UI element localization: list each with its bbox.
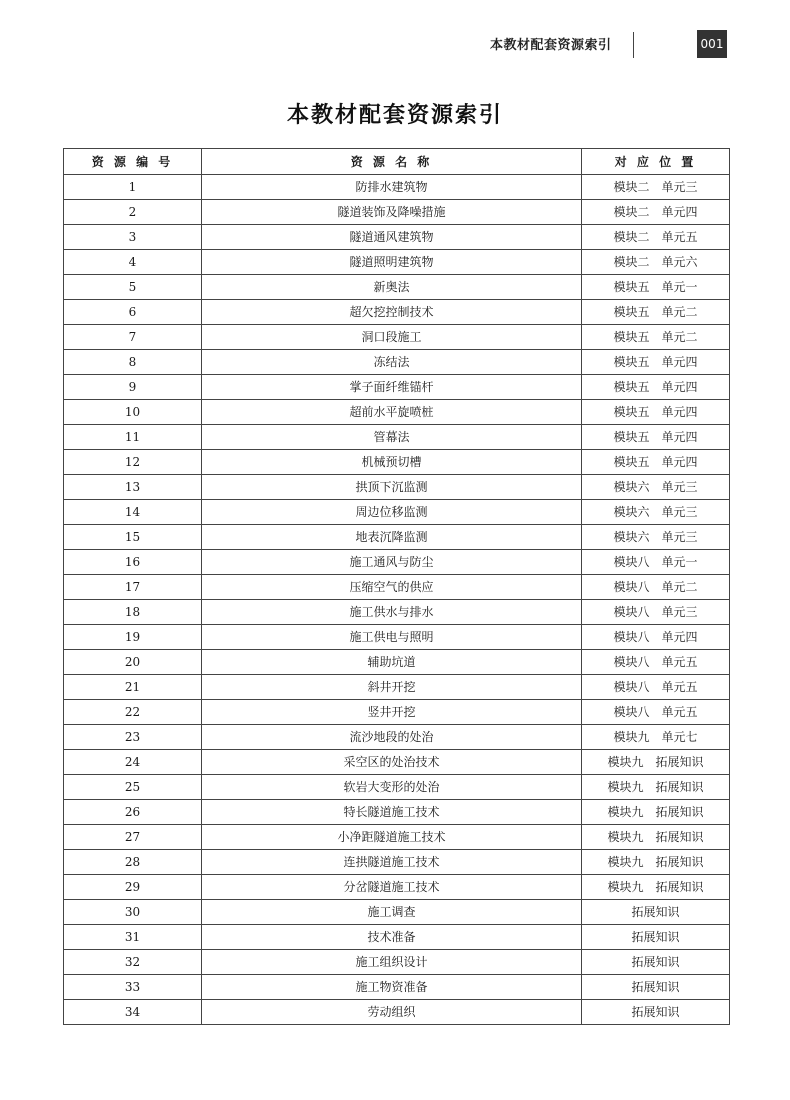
resource-number-cell: 18 [64, 600, 202, 625]
unit-label: 单元一 [661, 555, 698, 569]
location-cell [582, 850, 730, 875]
unit-label: 拓展知识 [631, 930, 680, 944]
resource-name-cell: 洞口段施工 [202, 325, 582, 350]
unit-label: 拓展知识 [655, 780, 704, 794]
resource-name-cell: 施工物资准备 [202, 975, 582, 1000]
unit-label: 单元一 [661, 280, 698, 294]
header-location: 对 应 位 置 [582, 149, 730, 175]
table-row [64, 800, 730, 825]
location-cell [582, 200, 730, 225]
table-row [64, 350, 730, 375]
unit-label: 拓展知识 [631, 1005, 680, 1019]
resource-number-cell: 26 [64, 800, 202, 825]
resource-name-cell: 辅助坑道 [202, 650, 582, 675]
module-label: 模块八 [613, 680, 650, 694]
unit-label: 单元五 [661, 655, 698, 669]
resource-number-cell: 3 [64, 225, 202, 250]
module-label: 模块九 [607, 880, 644, 894]
unit-label: 单元三 [661, 605, 698, 619]
resource-name-cell: 机械预切槽 [202, 450, 582, 475]
module-label: 模块九 [607, 805, 644, 819]
unit-label: 单元二 [661, 580, 698, 594]
resource-name-cell: 隧道装饰及降噪措施 [202, 200, 582, 225]
unit-label: 拓展知识 [655, 755, 704, 769]
module-label: 模块五 [613, 280, 650, 294]
resource-number-cell: 30 [64, 900, 202, 925]
table-row [64, 725, 730, 750]
location-cell [582, 625, 730, 650]
location-cell [582, 375, 730, 400]
resource-name-cell: 软岩大变形的处治 [202, 775, 582, 800]
table-row [64, 925, 730, 950]
location-cell [582, 925, 730, 950]
location-cell [582, 575, 730, 600]
location-cell [582, 675, 730, 700]
table-row [64, 275, 730, 300]
location-cell [582, 950, 730, 975]
resource-name-cell: 施工通风与防尘 [202, 550, 582, 575]
resource-number-cell: 12 [64, 450, 202, 475]
location-cell [582, 725, 730, 750]
unit-label: 单元四 [661, 455, 698, 469]
location-cell [582, 400, 730, 425]
resource-number-cell: 21 [64, 675, 202, 700]
unit-label: 单元四 [661, 405, 698, 419]
resource-name-cell: 地表沉降监测 [202, 525, 582, 550]
unit-label: 单元三 [661, 180, 698, 194]
table-row [64, 625, 730, 650]
resource-name-cell: 施工调查 [202, 900, 582, 925]
resource-number-cell: 28 [64, 850, 202, 875]
resource-number-cell: 31 [64, 925, 202, 950]
resource-name-cell: 超欠挖控制技术 [202, 300, 582, 325]
table-row [64, 250, 730, 275]
unit-label: 单元七 [661, 730, 698, 744]
module-label: 模块六 [613, 530, 650, 544]
table-row [64, 325, 730, 350]
resource-number-cell: 22 [64, 700, 202, 725]
module-label: 模块五 [613, 380, 650, 394]
resource-name-cell: 隧道照明建筑物 [202, 250, 582, 275]
resource-name-cell: 周边位移监测 [202, 500, 582, 525]
module-label: 模块八 [613, 580, 650, 594]
module-label: 模块八 [613, 630, 650, 644]
table-row [64, 575, 730, 600]
unit-label: 拓展知识 [655, 880, 704, 894]
resource-name-cell: 劳动组织 [202, 1000, 582, 1025]
resource-name-cell: 新奥法 [202, 275, 582, 300]
resource-number-cell: 34 [64, 1000, 202, 1025]
unit-label: 单元二 [661, 330, 698, 344]
resource-number-cell: 2 [64, 200, 202, 225]
table-row [64, 825, 730, 850]
table-row [64, 525, 730, 550]
resource-name-cell: 压缩空气的供应 [202, 575, 582, 600]
module-label: 模块九 [607, 755, 644, 769]
resource-name-cell: 分岔隧道施工技术 [202, 875, 582, 900]
module-label: 模块五 [613, 430, 650, 444]
resource-name-cell: 施工供水与排水 [202, 600, 582, 625]
location-cell [582, 275, 730, 300]
unit-label: 单元四 [661, 630, 698, 644]
module-label: 模块九 [607, 780, 644, 794]
unit-label: 单元三 [661, 480, 698, 494]
resource-number-cell: 10 [64, 400, 202, 425]
table-row [64, 700, 730, 725]
page-number: 001 [697, 30, 727, 58]
table-row [64, 300, 730, 325]
unit-label: 单元四 [661, 205, 698, 219]
resource-number-cell: 13 [64, 475, 202, 500]
location-cell [582, 975, 730, 1000]
resource-number-cell: 27 [64, 825, 202, 850]
module-label: 模块二 [613, 205, 650, 219]
table-row [64, 475, 730, 500]
location-cell [582, 1000, 730, 1025]
unit-label: 单元二 [661, 305, 698, 319]
unit-label: 单元五 [661, 705, 698, 719]
resource-name-cell: 管幕法 [202, 425, 582, 450]
resource-name-cell: 特长隧道施工技术 [202, 800, 582, 825]
location-cell [582, 425, 730, 450]
location-cell [582, 300, 730, 325]
table-row [64, 175, 730, 200]
resource-name-cell: 竖井开挖 [202, 700, 582, 725]
location-cell [582, 825, 730, 850]
location-cell [582, 325, 730, 350]
table-body [64, 175, 730, 1025]
resource-number-cell: 7 [64, 325, 202, 350]
module-label: 模块二 [613, 255, 650, 269]
module-label: 模块九 [607, 830, 644, 844]
resource-name-cell: 掌子面纤维锚杆 [202, 375, 582, 400]
resource-number-cell: 4 [64, 250, 202, 275]
table-row [64, 450, 730, 475]
resource-name-cell: 拱顶下沉监测 [202, 475, 582, 500]
running-head [0, 30, 790, 60]
location-cell [582, 550, 730, 575]
module-label: 模块八 [613, 555, 650, 569]
location-cell [582, 225, 730, 250]
table-row [64, 875, 730, 900]
table-row [64, 775, 730, 800]
location-cell [582, 525, 730, 550]
resource-number-cell: 1 [64, 175, 202, 200]
unit-label: 拓展知识 [631, 980, 680, 994]
module-label: 模块八 [613, 655, 650, 669]
header-resource-name: 资 源 名 称 [202, 149, 582, 175]
unit-label: 单元六 [661, 255, 698, 269]
module-label: 模块六 [613, 480, 650, 494]
location-cell [582, 800, 730, 825]
table-row [64, 200, 730, 225]
resource-name-cell: 防排水建筑物 [202, 175, 582, 200]
table-row [64, 600, 730, 625]
resource-number-cell: 32 [64, 950, 202, 975]
resource-number-cell: 33 [64, 975, 202, 1000]
resource-number-cell: 19 [64, 625, 202, 650]
resource-number-cell: 5 [64, 275, 202, 300]
resource-number-cell: 25 [64, 775, 202, 800]
unit-label: 单元四 [661, 430, 698, 444]
header-resource-number: 资 源 编 号 [64, 149, 202, 175]
unit-label: 单元三 [661, 505, 698, 519]
location-cell [582, 875, 730, 900]
table-row [64, 750, 730, 775]
table-row [64, 650, 730, 675]
unit-label: 拓展知识 [655, 830, 704, 844]
resource-index-table [63, 148, 730, 1025]
unit-label: 单元四 [661, 380, 698, 394]
unit-label: 单元四 [661, 355, 698, 369]
location-cell [582, 600, 730, 625]
unit-label: 拓展知识 [631, 905, 680, 919]
location-cell [582, 250, 730, 275]
location-cell [582, 700, 730, 725]
resource-name-cell: 冻结法 [202, 350, 582, 375]
resource-number-cell: 9 [64, 375, 202, 400]
table-row [64, 400, 730, 425]
table-row [64, 850, 730, 875]
table-header-row [64, 149, 730, 175]
table-row [64, 975, 730, 1000]
unit-label: 单元五 [661, 680, 698, 694]
resource-name-cell: 小净距隧道施工技术 [202, 825, 582, 850]
resource-number-cell: 16 [64, 550, 202, 575]
module-label: 模块五 [613, 330, 650, 344]
running-head-divider [633, 32, 634, 58]
resource-number-cell: 14 [64, 500, 202, 525]
table-row [64, 900, 730, 925]
resource-name-cell: 施工组织设计 [202, 950, 582, 975]
table-row [64, 675, 730, 700]
unit-label: 拓展知识 [655, 805, 704, 819]
page-title: 本教材配套资源索引 [286, 103, 503, 128]
resource-number-cell: 24 [64, 750, 202, 775]
resource-number-cell: 23 [64, 725, 202, 750]
table-row [64, 1000, 730, 1025]
location-cell [582, 650, 730, 675]
module-label: 模块二 [613, 180, 650, 194]
module-label: 模块九 [613, 730, 650, 744]
table-row [64, 500, 730, 525]
unit-label: 单元五 [661, 230, 698, 244]
location-cell [582, 450, 730, 475]
module-label: 模块五 [613, 355, 650, 369]
module-label: 模块八 [613, 605, 650, 619]
resource-name-cell: 技术准备 [202, 925, 582, 950]
table-row [64, 550, 730, 575]
resource-name-cell: 流沙地段的处治 [202, 725, 582, 750]
location-cell [582, 175, 730, 200]
resource-number-cell: 15 [64, 525, 202, 550]
unit-label: 拓展知识 [631, 955, 680, 969]
resource-name-cell: 采空区的处治技术 [202, 750, 582, 775]
module-label: 模块八 [613, 705, 650, 719]
running-head-title: 本教材配套资源索引 [490, 38, 612, 53]
resource-name-cell: 施工供电与照明 [202, 625, 582, 650]
table-row [64, 375, 730, 400]
unit-label: 拓展知识 [655, 855, 704, 869]
resource-name-cell: 超前水平旋喷桩 [202, 400, 582, 425]
table-row [64, 950, 730, 975]
location-cell [582, 775, 730, 800]
resource-number-cell: 29 [64, 875, 202, 900]
location-cell [582, 475, 730, 500]
table-row [64, 225, 730, 250]
location-cell [582, 500, 730, 525]
module-label: 模块五 [613, 305, 650, 319]
resource-name-cell: 连拱隧道施工技术 [202, 850, 582, 875]
location-cell [582, 750, 730, 775]
resource-name-cell: 隧道通风建筑物 [202, 225, 582, 250]
module-label: 模块二 [613, 230, 650, 244]
resource-name-cell: 斜井开挖 [202, 675, 582, 700]
module-label: 模块九 [607, 855, 644, 869]
location-cell [582, 900, 730, 925]
module-label: 模块六 [613, 505, 650, 519]
resource-number-cell: 17 [64, 575, 202, 600]
resource-number-cell: 11 [64, 425, 202, 450]
module-label: 模块五 [613, 405, 650, 419]
location-cell [582, 350, 730, 375]
table-row [64, 425, 730, 450]
resource-number-cell: 8 [64, 350, 202, 375]
resource-number-cell: 6 [64, 300, 202, 325]
resource-number-cell: 20 [64, 650, 202, 675]
module-label: 模块五 [613, 455, 650, 469]
unit-label: 单元三 [661, 530, 698, 544]
